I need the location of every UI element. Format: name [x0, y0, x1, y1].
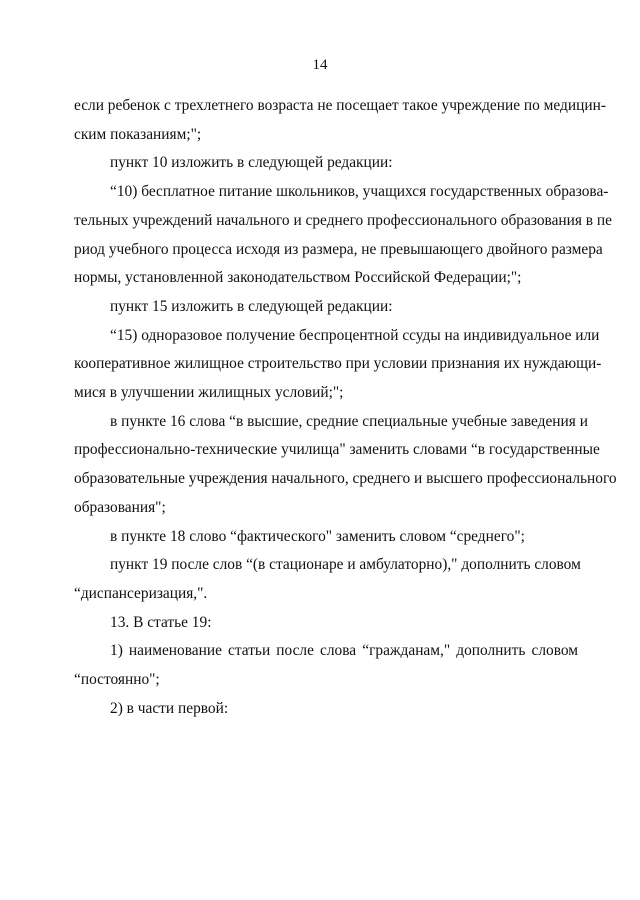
text-line: в пункте 18 слово “фактического" заменить словом “среднего";	[110, 527, 525, 545]
text-line: мися в улучшении жилищных условий;";	[74, 384, 344, 402]
document-body	[74, 92, 617, 723]
text-line: “диспансеризация,".	[74, 584, 208, 602]
paragraph	[74, 92, 606, 149]
text-line: пункт 19 после слов “(в стационаре и амбулаторно)," дополнить словом	[110, 556, 581, 574]
text-line: если ребенок с трехлетнего возраста не посещает такое учреждение по медицин-	[74, 97, 606, 114]
paragraph	[74, 637, 578, 694]
text-line: 2) в части первой:	[110, 699, 229, 717]
paragraph	[74, 695, 578, 724]
paragraph	[74, 609, 578, 638]
text-line: образовательные учреждения начального, среднего и высшего профессионального	[74, 470, 617, 488]
paragraph	[74, 149, 578, 178]
text-line: нормы, установленной законодательством Российской Федерации;";	[74, 269, 522, 287]
text-line: “10) бесплатное питание школьников, учащихся государственных образова-	[110, 183, 609, 201]
text-line: пункт 10 изложить в следующей редакции:	[110, 154, 393, 172]
text-line: ским показаниям;";	[74, 125, 202, 143]
text-line: “15) одноразовое получение беспроцентной ссуды на индивидуальное или	[110, 326, 600, 344]
text-line: профессионально-технические училища" заменить словами “в государственные	[74, 441, 600, 459]
text-line: пункт 15 изложить в следующей редакции:	[110, 297, 393, 315]
text-line: “постоянно";	[74, 671, 160, 689]
text-line: тельных учреждений начального и среднего профессионального образования в пе	[74, 211, 612, 229]
text-line: в пункте 16 слова “в высшие, средние специальные учебные заведения и	[110, 412, 588, 430]
page-number: 14	[312, 57, 328, 73]
paragraph	[74, 551, 581, 608]
paragraph	[74, 408, 617, 523]
text-line: образования";	[74, 498, 166, 516]
text-line: 13. В статье 19:	[110, 613, 212, 631]
paragraph	[74, 178, 612, 293]
text-line: 1) наименование статьи после слова “гражданам," дополнить словом	[110, 642, 578, 660]
paragraph	[74, 322, 602, 408]
text-line: риод учебного процесса исходя из размера, не превышающего двойного размера	[74, 240, 603, 258]
text-line: кооперативное жилищное строительство при условии признания их нуждающи-	[74, 355, 602, 373]
paragraph	[74, 523, 578, 552]
paragraph	[74, 293, 578, 322]
